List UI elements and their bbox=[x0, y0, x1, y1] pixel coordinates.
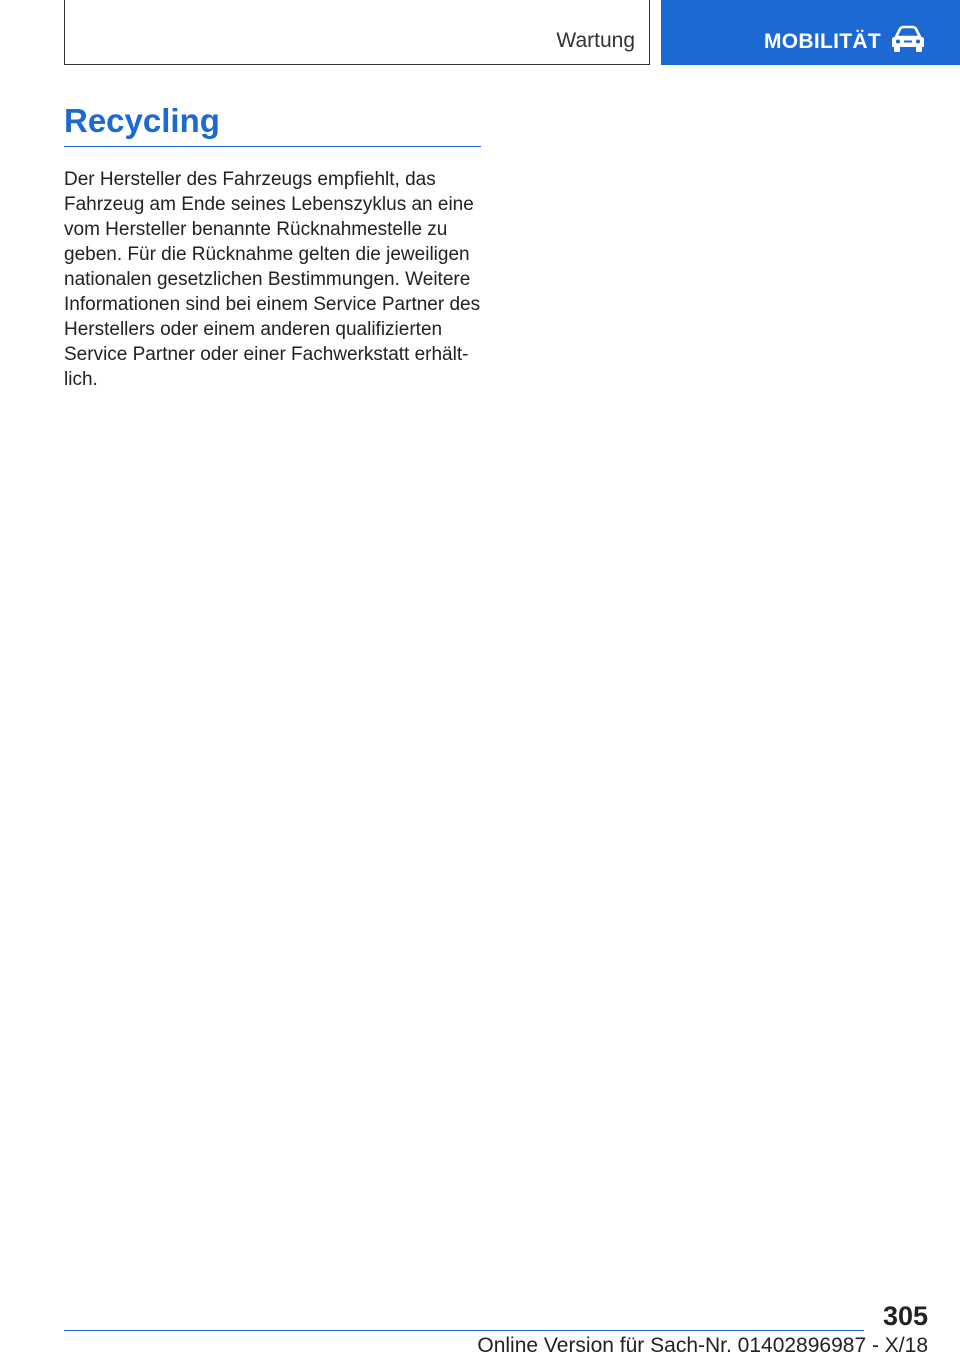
page-title: Recycling bbox=[64, 102, 220, 139]
online-version-note: Online Version für Sach-Nr. 01402896987 - X/18 bbox=[477, 1334, 928, 1357]
section-tab bbox=[64, 0, 650, 65]
car-icon bbox=[889, 25, 927, 55]
body-paragraph: Der Hersteller des Fahrzeugs empfiehlt, das Fahrzeug am Ende seines Lebenszyklus an eine vom Hersteller benannte Rücknahmestelle zu geben. Für die Rücknahme gelten die jeweiligen nationalen gesetzlichen Bestimmungen. Weitere Informationen sind bei einem Service Partner des Herstellers oder einem anderen qualifizierten Service Partner oder einer Fachwerkstatt erhältlich. bbox=[64, 169, 481, 390]
title-divider bbox=[64, 146, 481, 147]
page-number: 305 bbox=[882, 1301, 928, 1331]
chapter-badge bbox=[661, 0, 960, 65]
footer-divider bbox=[64, 1330, 864, 1331]
chapter-label: MOBILITÄT bbox=[764, 30, 882, 53]
section-label: Wartung bbox=[556, 29, 635, 52]
